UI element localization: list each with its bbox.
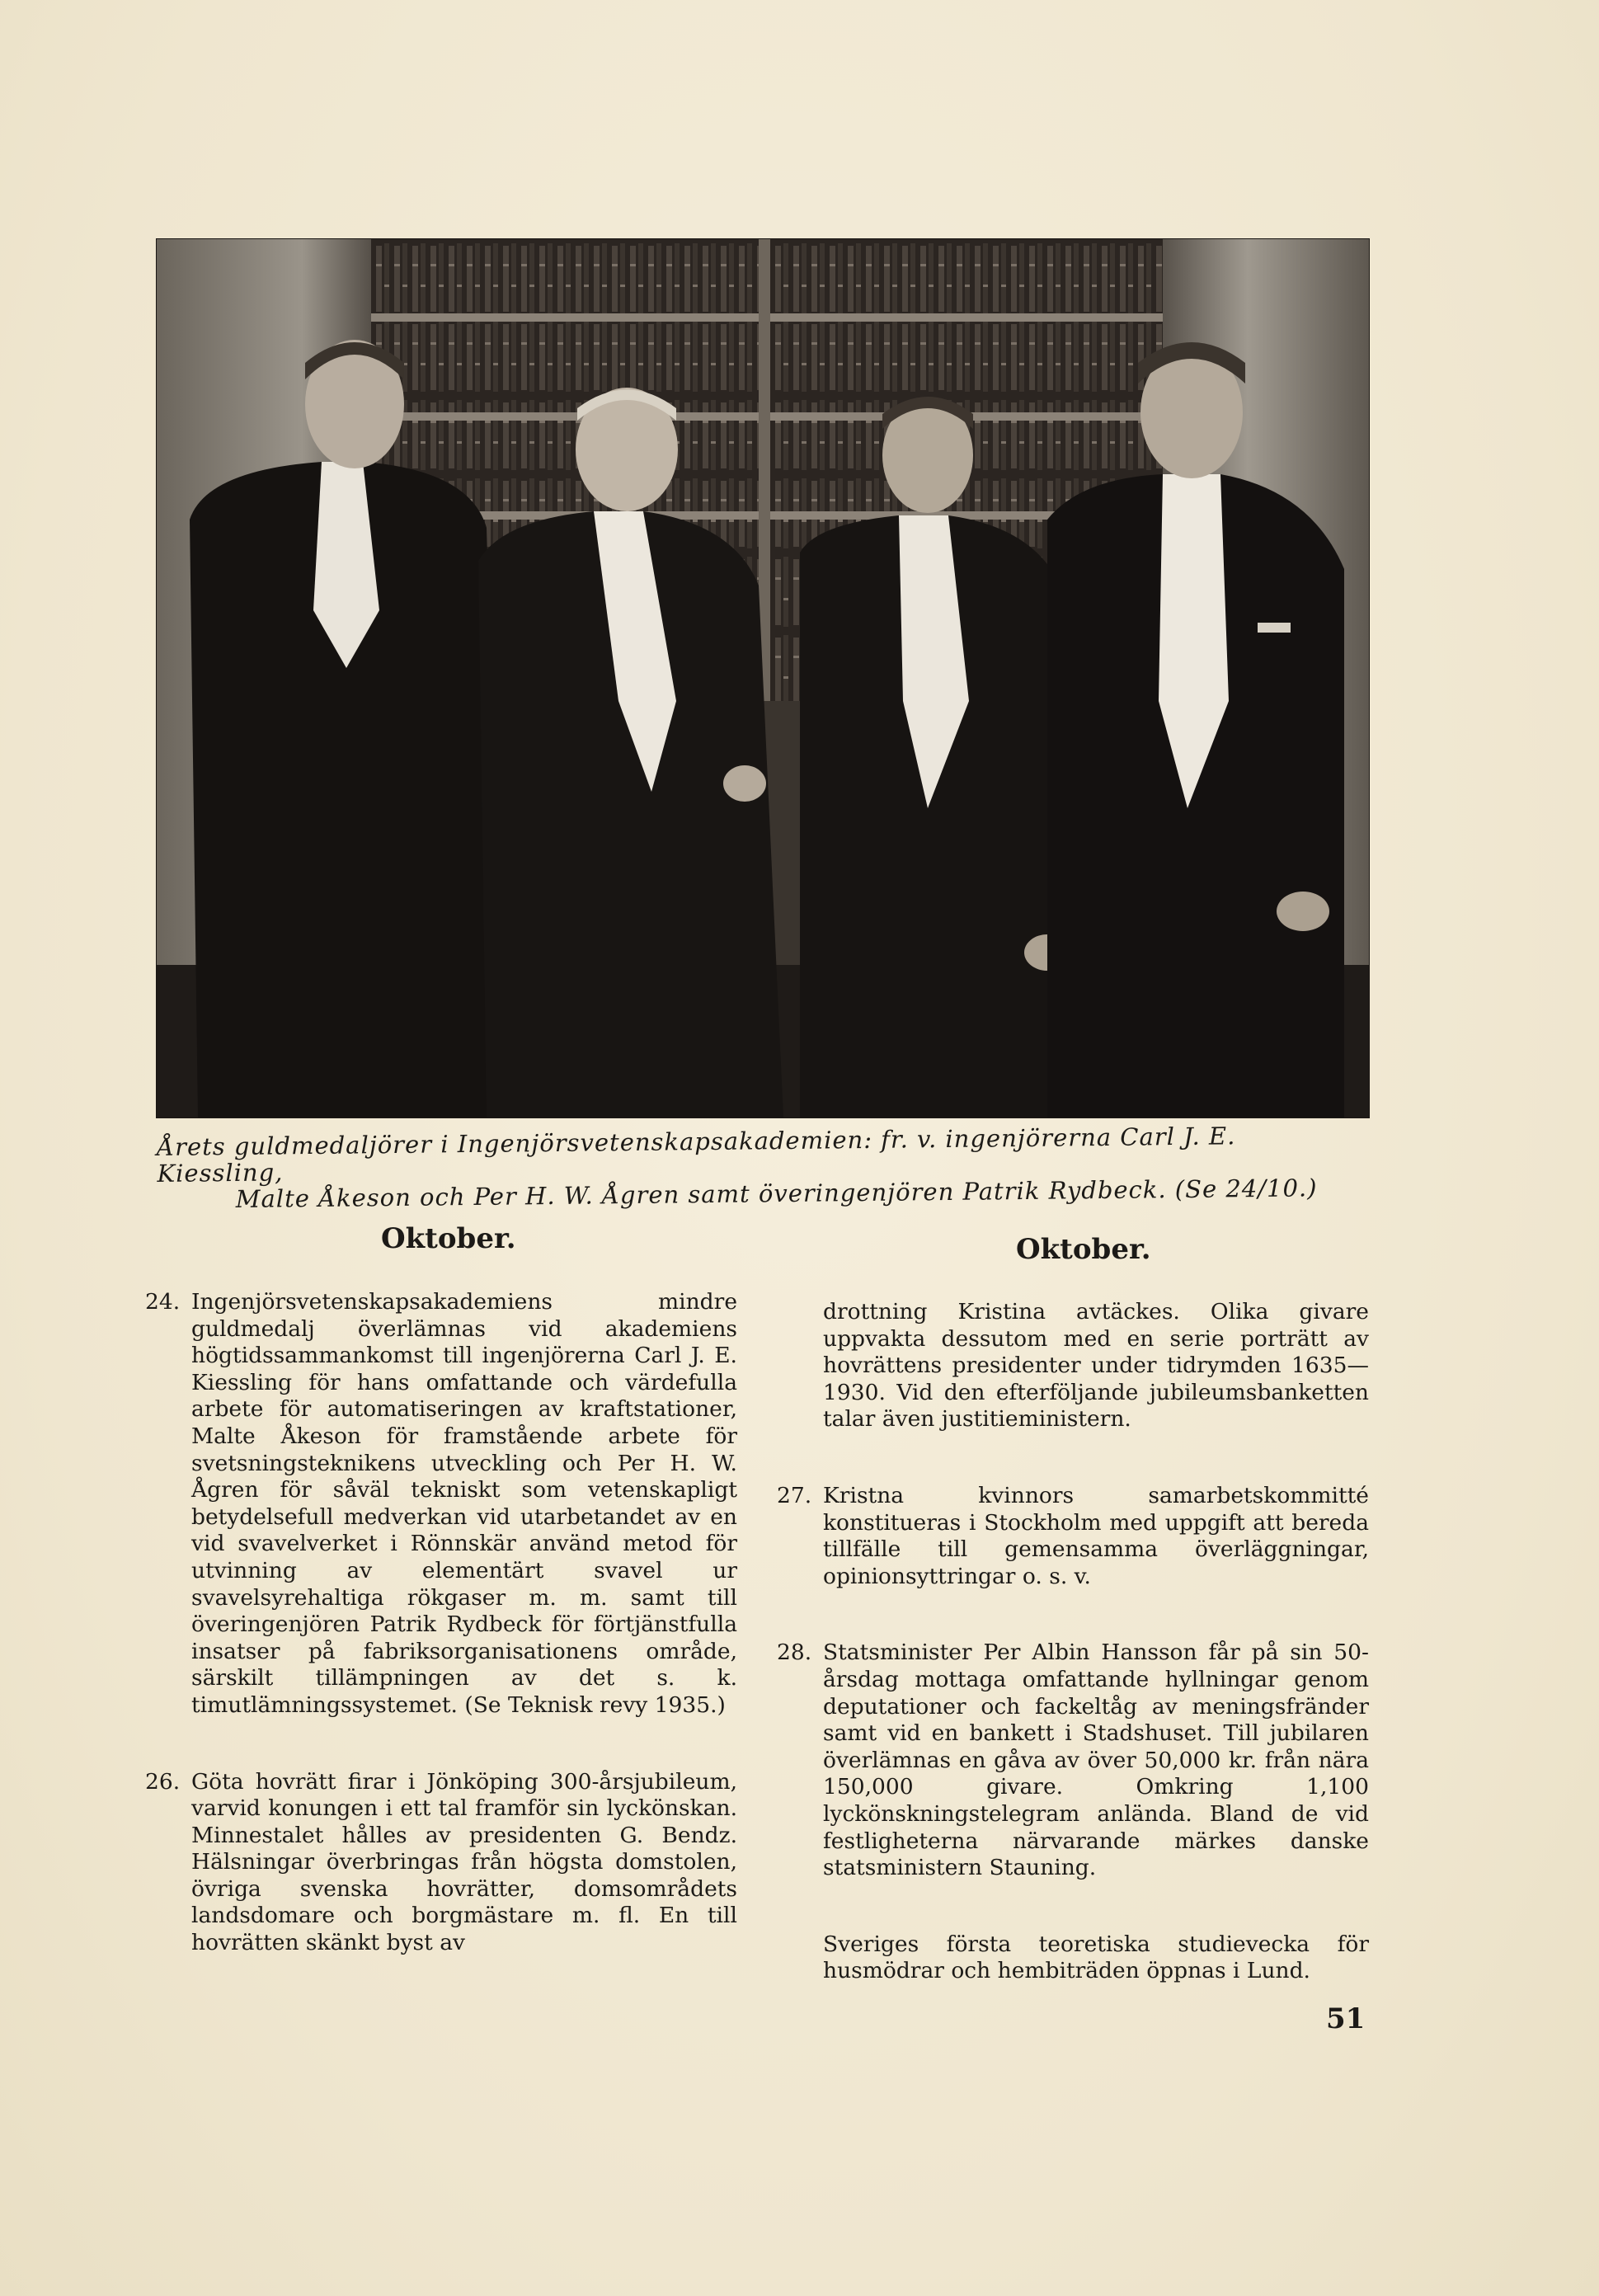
entry-number: 28. — [777, 1640, 812, 1666]
caption-line-1: Årets guldmedaljörer i Ingenjörsvetenskapsakademien: fr. v. ingenjörerna Carl J. E. Kiessling, — [156, 1122, 1236, 1188]
left-column-heading: Oktober. — [381, 1222, 516, 1255]
entry-24 — [145, 1289, 737, 1720]
entry-number: 26. — [145, 1768, 181, 1795]
right-column-heading: Oktober. — [1016, 1233, 1151, 1266]
entry-text: Göta hovrätt firar i Jönköping 300-årsjubileum, varvid konungen i ett tal framför sin lyckönskan. Minnestalet hålles av presidenten G. Bendz. Hälsningar överbringas från högsta domstolen, övriga svenska hovrätter, domsområdets landsdomare och borgmästare m. fl. En till hovrätten skänkt byst av — [191, 1768, 737, 1956]
page-number: 51 — [1326, 2002, 1366, 2035]
closing-entry — [823, 1931, 1369, 1985]
entry-26 — [145, 1768, 737, 1957]
entry-text: Statsminister Per Albin Hansson får på sin 50-årsdag mottaga omfattande hyllningar genom deputationer och fackeltåg av meningsfränder samt vid en bankett i Stadshuset. Till jubilaren överlämnas en gåva av över 50,000 kr. från nära 150,000 givare. Omkring 1,100 lyckönskningstelegram anlända. Bland de vid festligheterna närvarande märkes danske statsministern Stauning. — [823, 1640, 1369, 1881]
right-column — [777, 1299, 1369, 1985]
entry-27 — [777, 1482, 1369, 1590]
left-column — [145, 1289, 737, 1957]
entry-text: Sveriges första teoretiska studievecka för husmödrar och hembiträden öppnas i Lund. — [823, 1931, 1369, 1984]
entry-text: Kristna kvinnors samarbetskommitté konstitueras i Stockholm med uppgift att bereda tillfälle till gemensamma överläggningar, opinionsyttringar o. s. v. — [823, 1482, 1369, 1589]
entry-number: 27. — [777, 1482, 812, 1508]
entry-text: Ingenjörsvetenskapsakademiens mindre guldmedalj överlämnas vid akademiens högtidssammankomst till ingenjörerna Carl J. E. Kiessling för hans omfattande och värdefulla arbete för automatiseringen av kraftstationer, Malte Åkeson för framstående arbete för svetsningsteknikens utveckling och Per H. W. Ågren för såväl tekniskt som vetenskapligt betydelsefull medverkan vid utarbetandet av en vid svavelverket i Rönnskär använd metod för utvinning av elementärt svavel ur svavelsyrehaltiga rökgaser m. m. samt till överingenjören Patrik Rydbeck för förtjänstfulla insatser på fabriksorganisationens område, särskilt tillämpningen av det s. k. timutlämningssystemet. (Se Teknisk revy 1935.) — [191, 1289, 737, 1718]
entry-28 — [777, 1640, 1369, 1881]
entry-text: drottning Kristina avtäckes. Olika givare uppvakta dessutom med en serie porträtt av hovrättens presidenter under tidrymden 1635—1930. Vid den efterföljande jubileumsbanketten talar även justitieministern. — [823, 1299, 1369, 1433]
group-photograph — [157, 239, 1369, 1117]
photo-illustration — [157, 239, 1369, 1117]
caption-line-2: Malte Åkeson och Per H. W. Ågren samt överingenjören Patrik Rydbeck. (Se 24/10.) — [235, 1174, 1318, 1213]
entry-number: 24. — [145, 1289, 181, 1315]
photo-caption — [157, 1122, 1370, 1213]
entry-26-continued — [823, 1299, 1369, 1433]
